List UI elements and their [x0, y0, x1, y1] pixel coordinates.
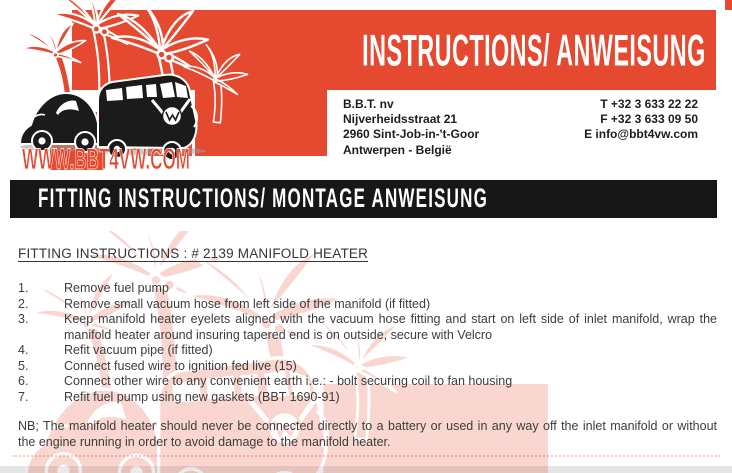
company-fax: F +32 3 633 09 50 — [600, 112, 698, 127]
step-text: Refit fuel pump using new gaskets (BBT 1690-91) — [64, 389, 340, 404]
company-street: Nijverheidsstraat 21 — [343, 112, 458, 127]
company-contact-block — [584, 97, 698, 143]
company-name: B.B.T. nv — [343, 97, 394, 111]
instruction-steps — [18, 281, 717, 405]
list-item — [18, 374, 717, 390]
step-number: 6. — [18, 374, 29, 388]
list-item — [18, 297, 717, 313]
step-text: Connect fused wire to ignition fed live (15) — [64, 358, 297, 373]
list-item — [18, 312, 717, 343]
step-text: Connect other wire to any convenient earth i.e.: - bolt securing coil to fan housing — [64, 374, 513, 388]
company-email: E info@bbt4vw.com — [584, 127, 698, 142]
section-bar-title: FITTING INSTRUCTIONS/ MONTAGE ANWEISUNG — [38, 183, 489, 214]
scan-artifact-corner — [725, 0, 732, 10]
list-item — [18, 281, 717, 297]
list-item — [18, 359, 717, 375]
fold-line — [12, 455, 720, 457]
list-item — [18, 390, 717, 406]
step-number: 7. — [18, 389, 29, 404]
company-city: 2960 Sint-Job-in-'t-Goor — [343, 127, 480, 142]
step-text: Remove small vacuum hose from left side of the manifold (if fitted) — [64, 296, 431, 311]
step-number: 2. — [18, 296, 29, 311]
list-item — [18, 343, 717, 359]
company-address-block — [343, 97, 479, 158]
section-bar — [10, 180, 717, 218]
step-number: 3. — [18, 312, 29, 326]
nb-note: NB; The manifold heater should never be connected directly to a battery or used in any way off the inlet manifold or without the engine running in order to avoid damage to the manifold heater. — [18, 419, 717, 449]
step-number: 5. — [18, 358, 29, 373]
step-text: Keep manifold heater eyelets aligned with the vacuum hose fitting and start on left side of inlet manifold, wrap the manifold heater around insuring tapered end is on outside, secure with Velcro — [64, 312, 717, 342]
company-region: Antwerpen - België — [343, 142, 452, 157]
step-number: 1. — [18, 281, 29, 295]
step-number: 4. — [18, 343, 29, 357]
bbt-logo — [0, 0, 340, 180]
company-phone: T +32 3 633 22 22 — [600, 97, 698, 111]
banner-title: INSTRUCTIONS/ ANWEISUNG — [362, 23, 706, 75]
step-text: Remove fuel pump — [64, 281, 169, 295]
document-heading: FITTING INSTRUCTIONS : # 2139 MANIFOLD HEATER — [18, 246, 369, 261]
step-text: Refit vacuum pipe (if fitted) — [64, 343, 213, 357]
